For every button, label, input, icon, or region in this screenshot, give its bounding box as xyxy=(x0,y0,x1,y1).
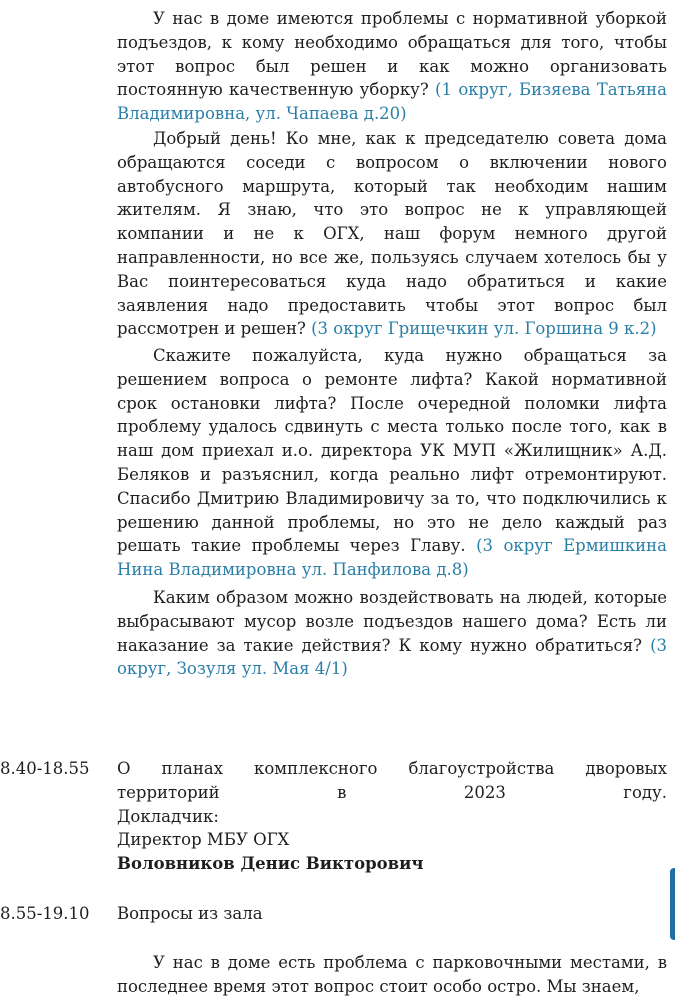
question-1-source: (1 округ, Бизяева Татьяна Владимировна, ул. Чапаева д.20) xyxy=(117,80,668,124)
question-2-source: (3 округ Грищечкин ул. Горшина 9 к.2) xyxy=(311,319,657,339)
agenda-1-time: 8.40-18.55 xyxy=(0,759,90,778)
question-5-text: У нас в доме есть проблема с парковочными местами, в последнее время этот вопрос стоит особо остро. Мы знаем, xyxy=(117,953,667,996)
question-5 xyxy=(117,951,667,999)
question-4 xyxy=(117,586,667,681)
question-2 xyxy=(117,127,667,341)
agenda-2-time: 8.55-19.10 xyxy=(0,904,90,923)
question-2-text: Добрый день! Ко мне, как к председателю совета дома обращаются соседи с вопросом о включении нового автобусного маршрута, который так необходим нашим жителям. Я знаю, что это вопрос не к управляющей компании и не к ОГХ, наш форум немного другой направленности, но все же, пользуясь случаем хотелось бы у Вас поинтересоваться куда надо обратиться и какие заявления надо предоставить чтобы этот вопрос был рассмотрен и решен? xyxy=(117,129,667,339)
agenda-1-title: О планах комплексного благоустройства дворовых территорий в 2023 году. xyxy=(117,759,667,802)
question-1-text: У нас в доме имеются проблемы с нормативной уборкой подъездов, к кому необходимо обращаться для того, чтобы этот вопрос был решен и как можно организовать постоянную качественную уборку? xyxy=(117,9,667,100)
agenda-1-body xyxy=(117,757,667,876)
question-1 xyxy=(117,7,667,126)
question-3-source: (3 округ Ермишкина Нина Владимировна ул. Панфилова д.8) xyxy=(117,536,668,580)
question-4-source: (3 округ, Зозуля ул. Мая 4/1) xyxy=(117,635,667,679)
question-3-text: Скажите пожалуйста, куда нужно обращаться за решением вопроса о ремонте лифта? Какой нормативной срок остановки лифта? После очередной поломки лифта проблему удалось сдвинуть с места только после того, как в наш дом приехал и.о. директора УК МУП «Жилищник» А.Д. Беляков и разъяснил, когда реально лифт отремонтируют. Спасибо Дмитрию Владимировичу за то, что подключились к решению данной проблемы, но это не дело каждый раз решать такие проблемы через Главу. xyxy=(117,346,667,556)
question-4-text: Каким образом можно воздействовать на людей, которые выбрасывают мусор возле подъездов нашего дома? Есть ли наказание за такие действия? К кому нужно обратиться? xyxy=(117,588,667,655)
agenda-2-title: Вопросы из зала xyxy=(117,904,263,923)
scroll-handle[interactable] xyxy=(670,868,675,940)
agenda-1-speaker-label: Докладчик: xyxy=(117,806,219,826)
agenda-1-speaker-name: Воловников Денис Викторович xyxy=(117,854,424,874)
agenda-1-speaker-position: Директор МБУ ОГХ xyxy=(117,830,290,850)
question-3 xyxy=(117,344,667,582)
